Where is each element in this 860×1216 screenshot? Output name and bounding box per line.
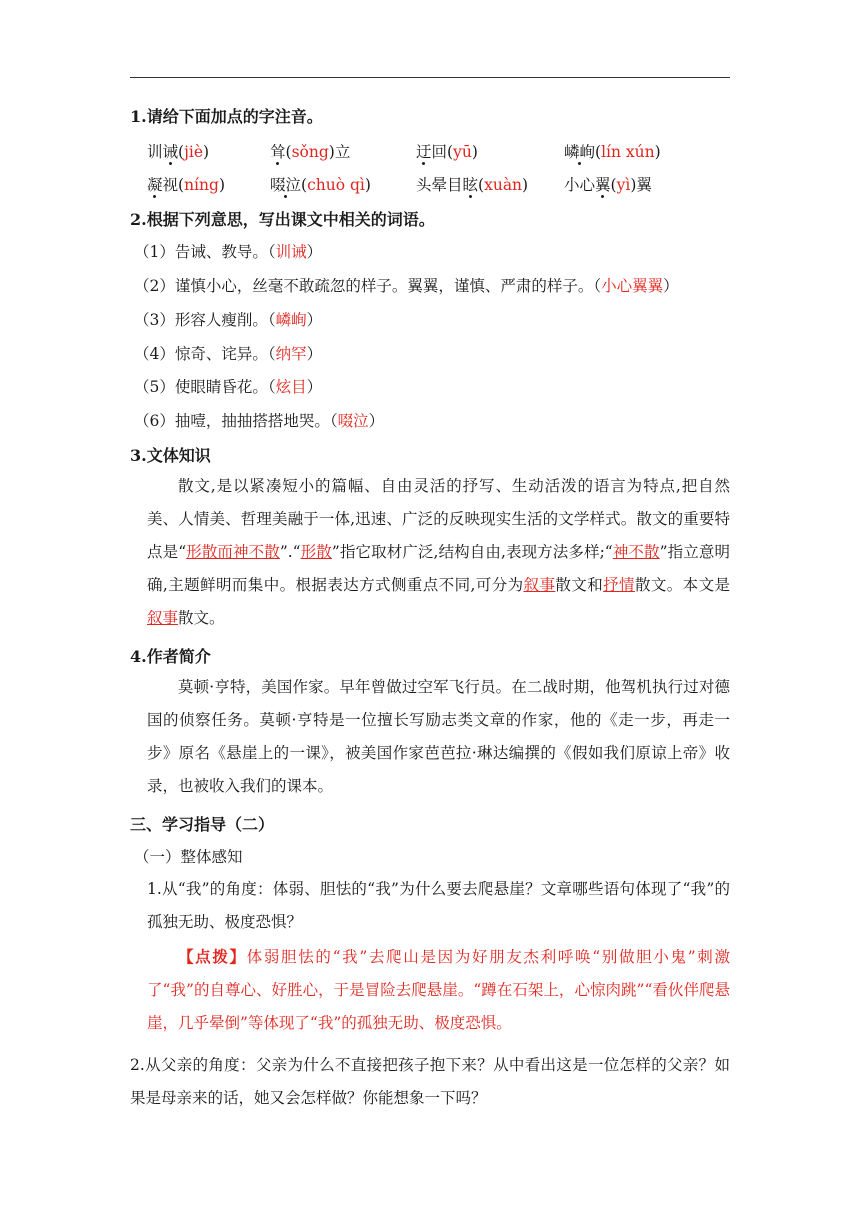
tip-paragraph: 【点拨】体弱胆怯的“我”去爬山是因为好朋友杰利呼唤“别做胆小鬼”刺激了“我”的自尊心、好胜心，于是冒险去爬悬崖。“蹲在石架上，心惊肉跳”“看伙伴爬悬崖，几乎晕倒”等体现了“我”的孤独无助、极度恐惧。 bbox=[147, 947, 730, 1032]
section-2-heading: 2.根据下列意思，写出课文中相关的词语。 bbox=[130, 210, 435, 229]
definition-item: （2）谨慎小心，丝毫不敢疏忽的样子。翼翼，谨慎、严肃的样子。（小心翼翼） bbox=[134, 277, 679, 295]
pinyin-item: 嶙峋(lín xún) bbox=[564, 143, 661, 161]
definition-item: （4）惊奇、诧异。（纳罕） bbox=[134, 345, 323, 363]
pinyin-item: 小心翼(yì)翼 bbox=[564, 176, 652, 194]
author-paragraph: 莫顿·亨特，美国作家。早年曾做过空军飞行员。在二战时期，他驾机执行过对德国的侦察任务。莫顿·亨特是一位擅长写励志类文章的作家，他的《走一步，再走一步》原名《悬崖上的一课》，被美国作家芭芭拉·琳达编撰的《假如我们原谅上帝》收录，也被收入我们的课本。 bbox=[147, 678, 730, 795]
pinyin-item: 凝视(níng) bbox=[147, 176, 225, 194]
question-2: 2.从父亲的角度：父亲为什么不直接把孩子抱下来？从中看出这是一位怎样的父亲？如果是母亲来的话，她又会怎样做？你能想象一下吗？ bbox=[130, 1056, 730, 1107]
definition-item: （5）使眼睛昏花。（炫目） bbox=[134, 378, 323, 396]
section-4-heading: 4.作者简介 bbox=[130, 647, 211, 666]
pinyin-item: 迂回(yū) bbox=[416, 143, 478, 161]
definition-item: （3）形容人瘦削。（嶙峋） bbox=[134, 311, 323, 329]
pinyin-item: 训诫(jiè) bbox=[147, 143, 210, 161]
pinyin-item: 啜泣(chuò qì) bbox=[270, 176, 371, 194]
definition-item: （1）告诫、教导。（训诫） bbox=[134, 243, 323, 261]
section-5-heading: 三、学习指导（二） bbox=[130, 815, 275, 834]
subheading: （一）整体感知 bbox=[134, 848, 243, 866]
section-1-heading: 1.请给下面加点的字注音。 bbox=[130, 107, 323, 126]
section-3-heading: 3.文体知识 bbox=[130, 446, 211, 465]
header-rule bbox=[130, 77, 730, 78]
pinyin-item: 头晕目眩(xuàn) bbox=[416, 176, 529, 194]
genre-paragraph: 散文,是以紧凑短小的篇幅、自由灵活的抒写、生动活泼的语言为特点,把自然美、人情美、哲理美融于一体,迅速、广泛的反映现实生活的文学样式。散文的重要特点是“形散而神不散”.“形散”指它取材广泛,结构自由,表现方法多样;“神不散”指立意明确,主题鲜明而集中。根据表达方式侧重点不同,可分为叙事散文和抒情散文。本文是叙事散文。 bbox=[147, 477, 730, 627]
pinyin-item: 耸(sǒng)立 bbox=[270, 143, 351, 161]
question-1: 1.从“我”的角度：体弱、胆怯的“我”为什么要去爬悬崖？文章哪些语句体现了“我”的孤独无助、极度恐惧？ bbox=[147, 880, 730, 931]
definition-item: （6）抽噎，抽抽搭搭地哭。（啜泣） bbox=[134, 412, 385, 430]
